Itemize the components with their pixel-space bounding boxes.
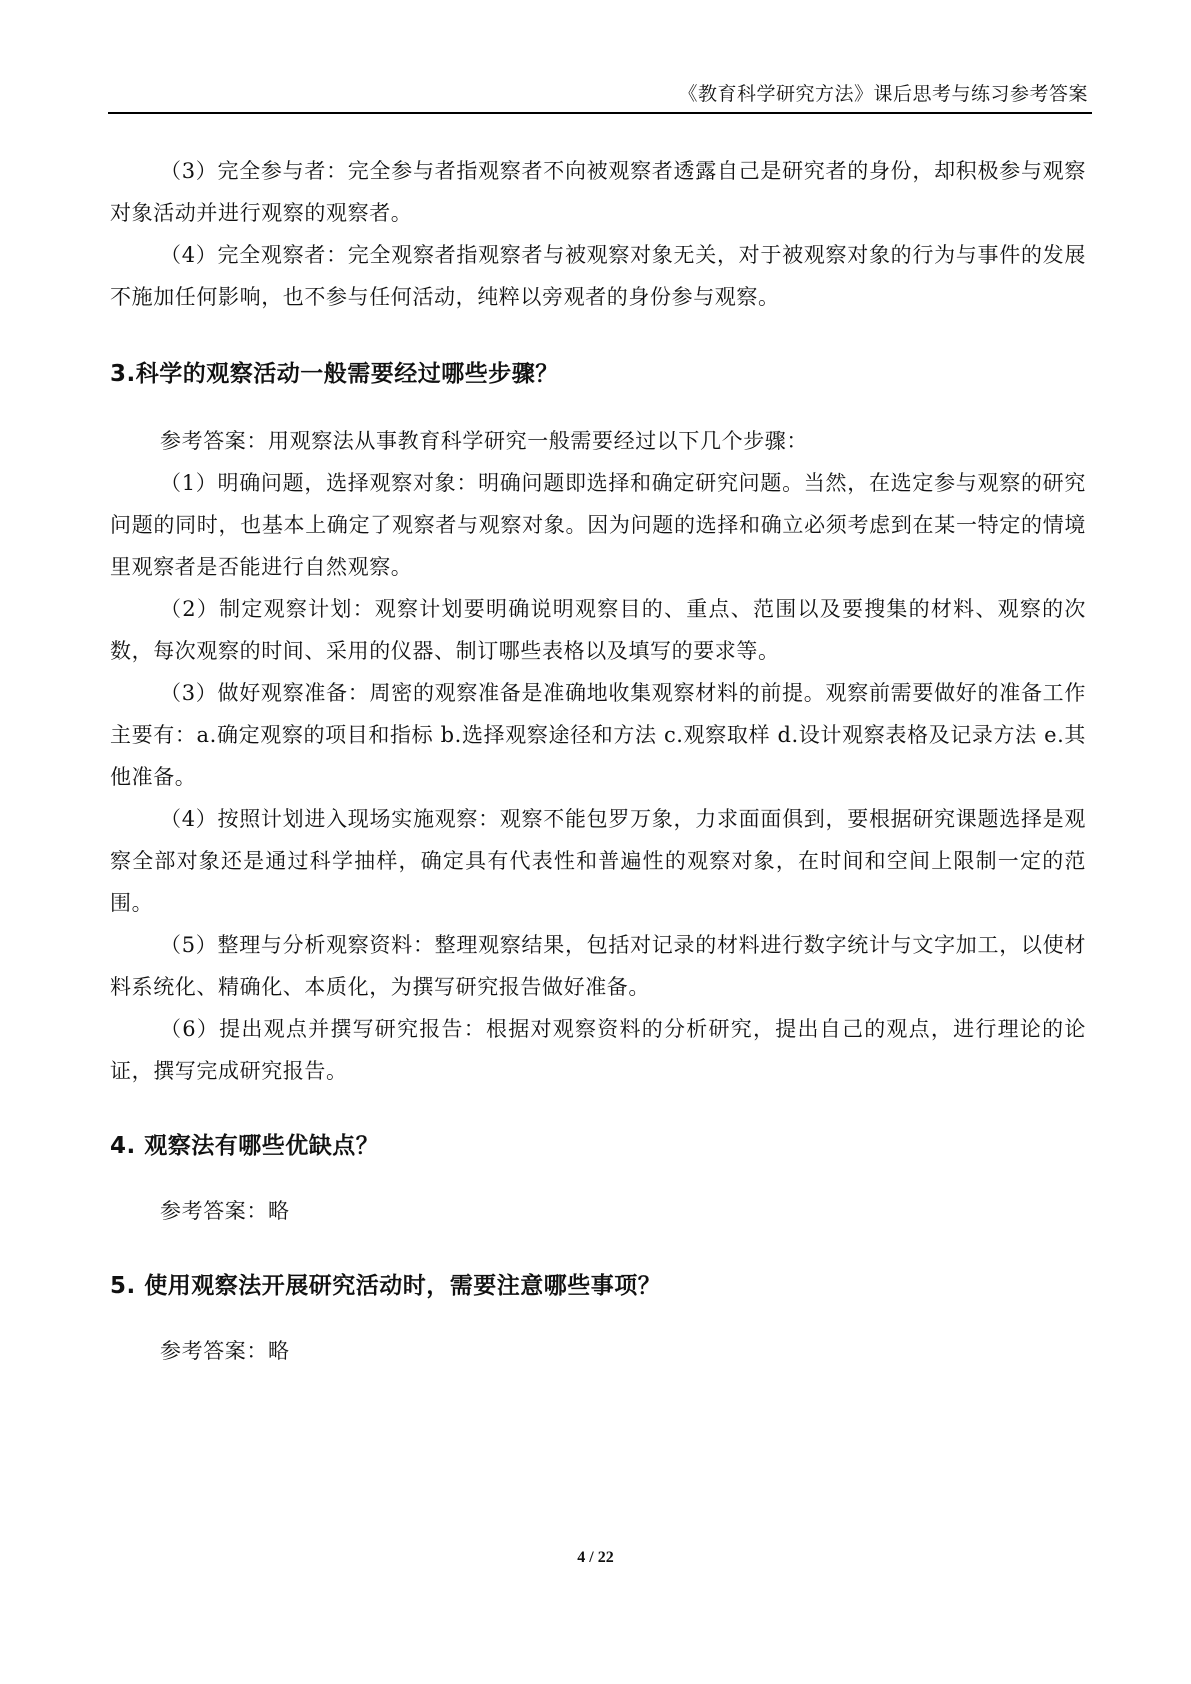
step-6-paragraph: （6）提出观点并撰写研究报告：根据对观察资料的分析研究，提出自己的观点，进行理论的论证，撰写完成研究报告。 xyxy=(110,1017,1086,1083)
step-4-paragraph: （4）按照计划进入现场实施观察：观察不能包罗万象，力求面面俱到，要根据研究课题选择是观察全部对象还是通过科学抽样，确定具有代表性和普遍性的观察对象，在时间和空间上限制一定的范围。 xyxy=(110,807,1086,915)
question-5-heading: 5. 使用观察法开展研究活动时，需要注意哪些事项？ xyxy=(110,1273,662,1299)
step-5-paragraph: （5）整理与分析观察资料：整理观察结果，包括对记录的材料进行数字统计与文字加工，以使材料系统化、精确化、本质化，为撰写研究报告做好准备。 xyxy=(110,933,1086,999)
question-4-heading: 4. 观察法有哪些优缺点？ xyxy=(110,1133,380,1159)
page-header xyxy=(108,82,1092,114)
page-number: 4 / 22 xyxy=(577,1549,614,1566)
step-2-paragraph: （2）制定观察计划：观察计划要明确说明观察目的、重点、范围以及要搜集的材料、观察的次数，每次观察的时间、采用的仪器、制订哪些表格以及填写的要求等。 xyxy=(110,597,1086,663)
question-5-answer: 参考答案：略 xyxy=(160,1339,290,1363)
paragraph-complete-observer: （4）完全观察者：完全观察者指观察者与被观察对象无关，对于被观察对象的行为与事件的发展不施加任何影响，也不参与任何活动，纯粹以旁观者的身份参与观察。 xyxy=(110,243,1086,309)
header-title: 《教育科学研究方法》课后思考与练习参考答案 xyxy=(678,83,1088,105)
question-4-answer: 参考答案：略 xyxy=(160,1199,290,1223)
question-3-heading: 3.科学的观察活动一般需要经过哪些步骤？ xyxy=(110,361,559,387)
paragraph-complete-participant: （3）完全参与者：完全参与者指观察者不向被观察者透露自己是研究者的身份，却积极参与观察对象活动并进行观察的观察者。 xyxy=(110,159,1086,225)
document-body xyxy=(110,150,1086,1372)
step-1-paragraph: （1）明确问题，选择观察对象：明确问题即选择和确定研究问题。当然，在选定参与观察的研究问题的同时，也基本上确定了观察者与观察对象。因为问题的选择和确立必须考虑到在某一特定的情境里观察者是否能进行自然观察。 xyxy=(110,471,1086,579)
question-3-answer-intro: 参考答案：用观察法从事教育科学研究一般需要经过以下几个步骤： xyxy=(160,429,808,453)
step-3-paragraph: （3）做好观察准备：周密的观察准备是准确地收集观察材料的前提。观察前需要做好的准备工作主要有：a.确定观察的项目和指标 b.选择观察途径和方法 c.观察取样 d.设计观察表格及记录方法 e.其他准备。 xyxy=(110,681,1086,789)
